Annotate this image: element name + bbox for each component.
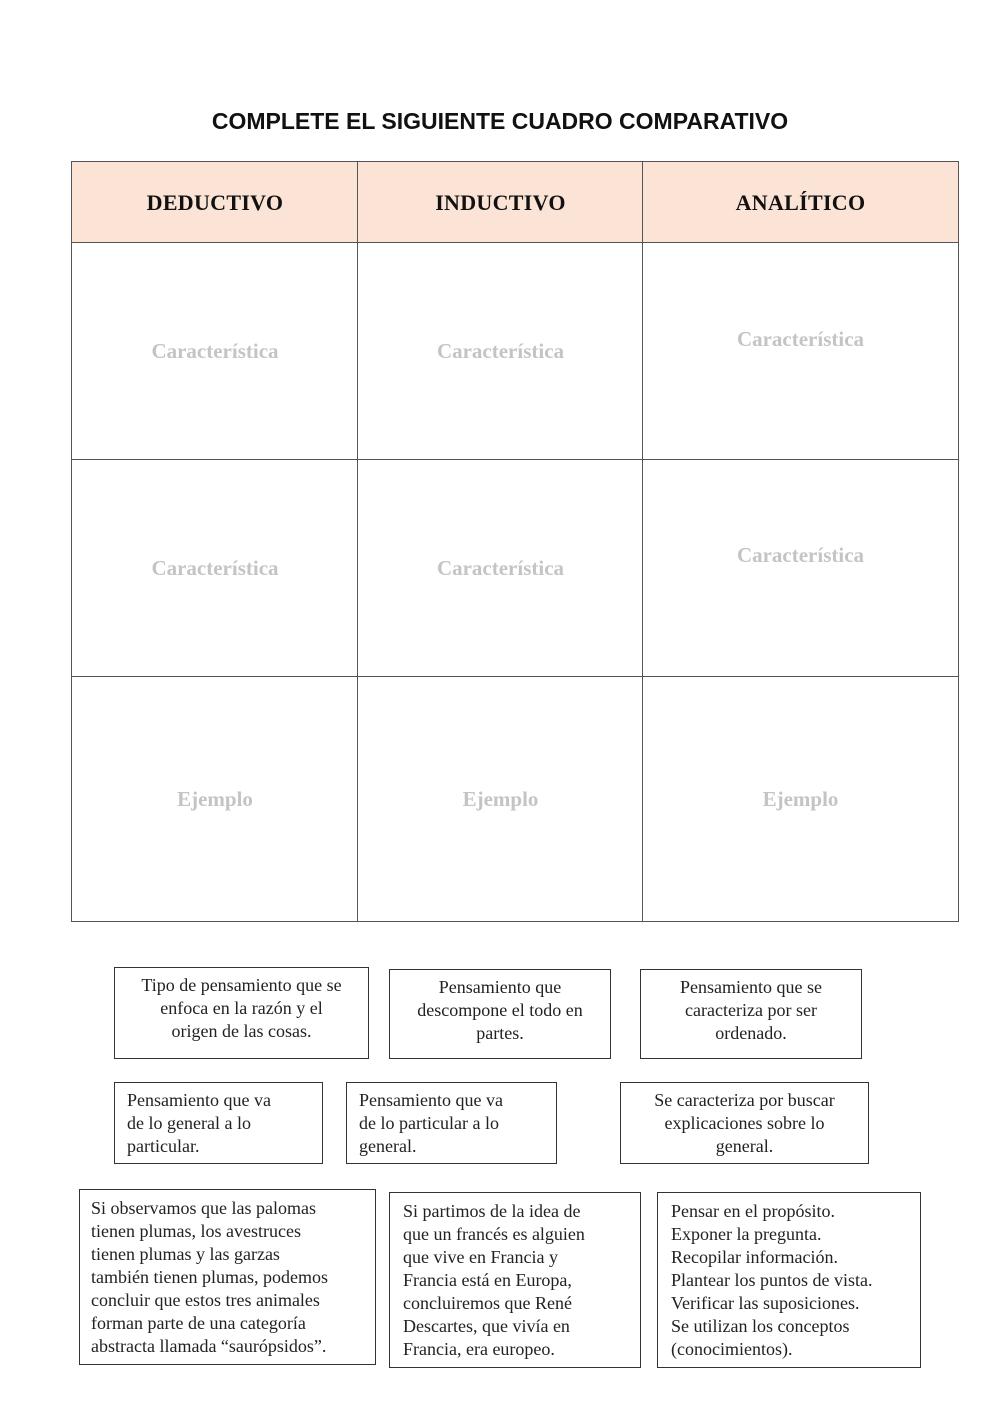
drop-zone-inductivo-ejemplo[interactable]: Ejemplo [357, 676, 644, 922]
card-line: que vive en Francia y [403, 1247, 558, 1267]
card-line: particular. [127, 1136, 200, 1156]
card-line: Recopilar información. [671, 1247, 838, 1267]
card-line: Descartes, que vivía en [403, 1316, 570, 1336]
card-line: Pensamiento que se [680, 977, 822, 997]
card-line: Se caracteriza por buscar [654, 1090, 835, 1110]
header-inductivo: INDUCTIVO [357, 161, 644, 244]
card-line: general. [359, 1136, 417, 1156]
card-line: forman parte de una categoría [91, 1313, 306, 1333]
draggable-card[interactable] [389, 969, 611, 1059]
drop-zone-inductivo-caracteristica-2[interactable]: Característica [357, 459, 644, 678]
draggable-card[interactable] [657, 1192, 921, 1368]
draggable-card[interactable] [620, 1082, 869, 1164]
card-line: Pensamiento que va [359, 1090, 503, 1110]
comparison-table [71, 161, 959, 922]
drop-zone-inductivo-caracteristica-1[interactable]: Característica [357, 242, 644, 461]
card-line: también tienen plumas, podemos [91, 1267, 328, 1287]
card-line: Pensamiento que [438, 977, 562, 997]
card-line: origen de las cosas. [171, 1021, 312, 1041]
draggable-card[interactable] [79, 1189, 376, 1365]
header-deductivo: DEDUCTIVO [71, 161, 359, 244]
drop-zone-deductivo-caracteristica-1[interactable]: Característica [71, 242, 359, 461]
card-line: Si observamos que las palomas [91, 1198, 316, 1218]
draggable-card[interactable] [640, 969, 862, 1059]
card-line: Francia está en Europa, [403, 1270, 572, 1290]
header-analitico: ANALÍTICO [642, 161, 959, 244]
card-line: concluir que estos tres animales [91, 1290, 320, 1310]
draggable-card[interactable] [114, 1082, 323, 1164]
drop-zone-deductivo-caracteristica-2[interactable]: Característica [71, 459, 359, 678]
card-line: partes. [476, 1023, 524, 1043]
drop-zone-analitico-ejemplo[interactable]: Ejemplo [642, 676, 959, 922]
draggable-card[interactable] [114, 967, 369, 1059]
card-line: que un francés es alguien [403, 1224, 585, 1244]
card-line: explicaciones sobre lo [664, 1113, 825, 1133]
drop-zone-deductivo-ejemplo[interactable]: Ejemplo [71, 676, 359, 922]
card-line: Verificar las suposiciones. [671, 1293, 860, 1313]
card-line: ordenado. [715, 1023, 787, 1043]
card-line: Exponer la pregunta. [671, 1224, 822, 1244]
card-line: Se utilizan los conceptos [671, 1316, 850, 1336]
drop-zone-analitico-caracteristica-2[interactable]: Característica [642, 459, 959, 678]
card-line: caracteriza por ser [685, 1000, 817, 1020]
card-line: de lo particular a lo [359, 1113, 499, 1133]
card-line: general. [715, 1136, 774, 1156]
card-line: tienen plumas y las garzas [91, 1244, 280, 1264]
card-line: Si partimos de la idea de [403, 1201, 581, 1221]
card-line: Plantear los puntos de vista. [671, 1270, 873, 1290]
card-line: descompone el todo en [417, 1000, 583, 1020]
card-line: de lo general a lo [127, 1113, 251, 1133]
drop-zone-analitico-caracteristica-1[interactable]: Característica [642, 242, 959, 461]
page-title: COMPLETE EL SIGUIENTE CUADRO COMPARATIVO [211, 108, 789, 134]
card-line: Francia, era europeo. [403, 1339, 555, 1359]
card-line: tienen plumas, los avestruces [91, 1221, 301, 1241]
draggable-card[interactable] [346, 1082, 557, 1164]
card-line: abstracta llamada “saurópsidos”. [91, 1336, 327, 1356]
card-line: Pensar en el propósito. [671, 1201, 835, 1221]
card-line: concluiremos que René [403, 1293, 572, 1313]
card-line: enfoca en la razón y el [160, 998, 323, 1018]
draggable-card[interactable] [389, 1192, 641, 1368]
card-line: Pensamiento que va [127, 1090, 271, 1110]
card-line: Tipo de pensamiento que se [141, 975, 342, 995]
card-line: (conocimientos). [671, 1339, 793, 1359]
